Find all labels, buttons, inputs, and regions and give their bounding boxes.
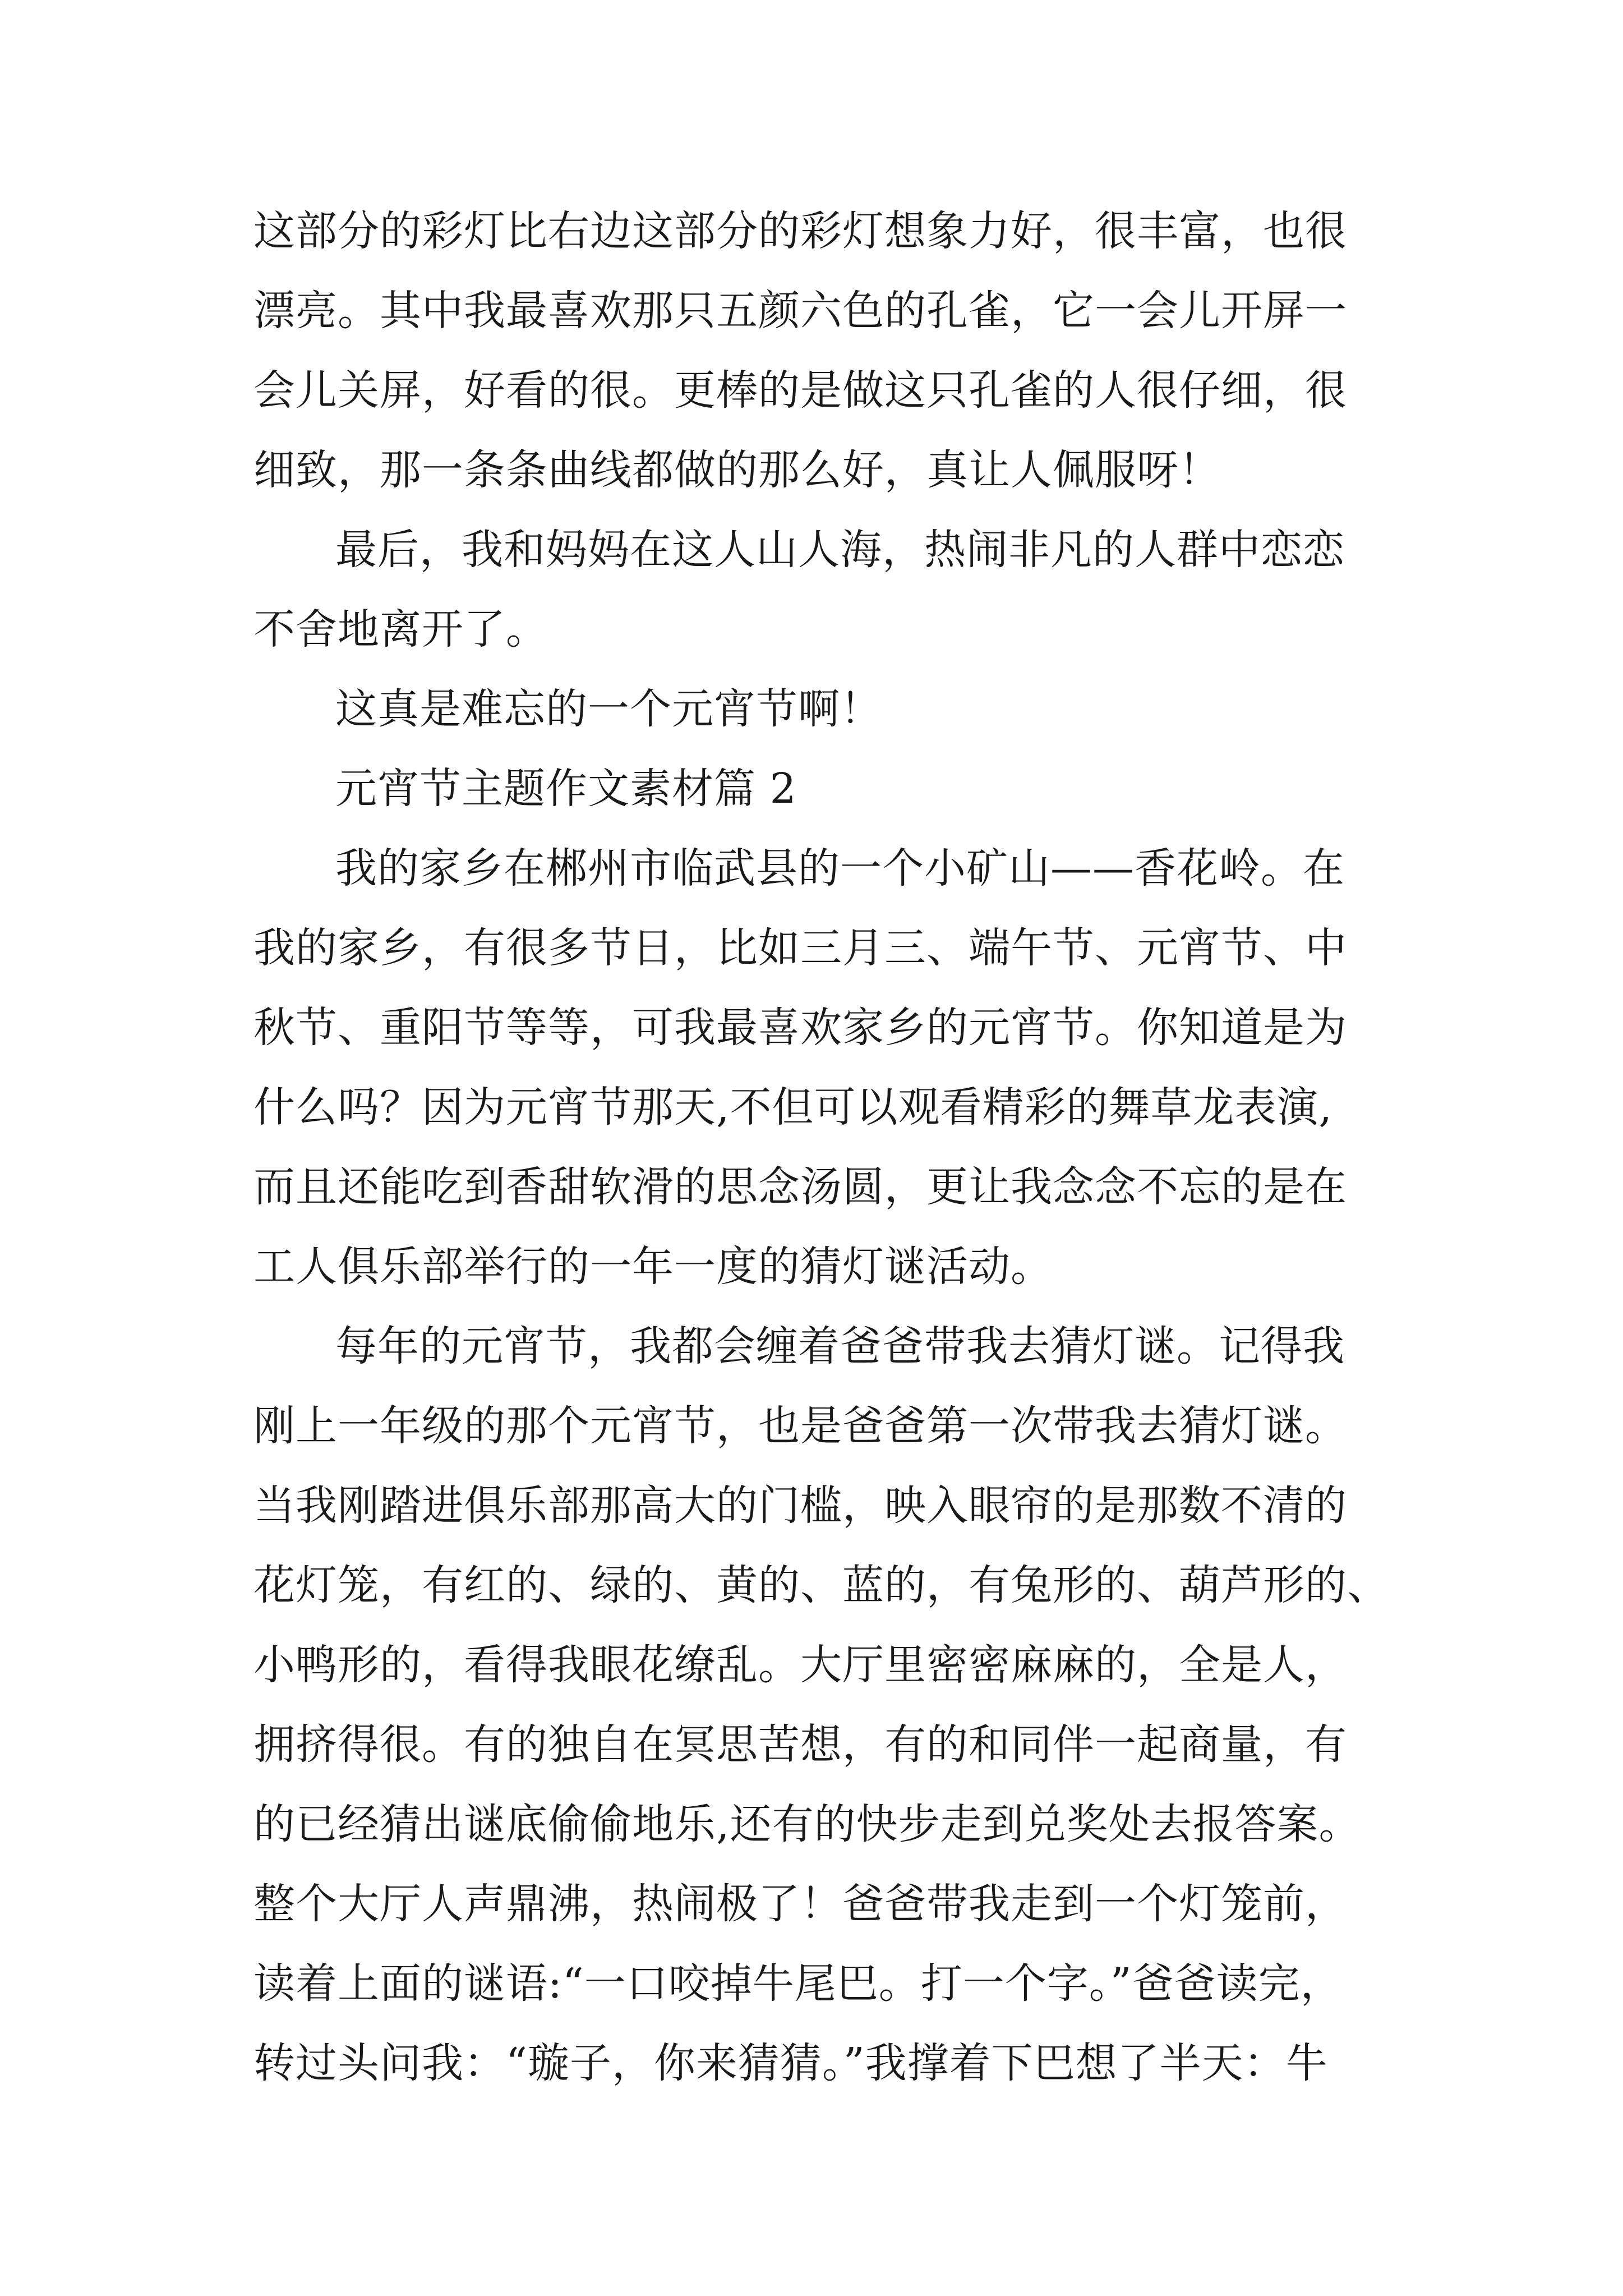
text-line: 工人俱乐部举行的一年一度的猜灯谜活动。 — [253, 1243, 1053, 1291]
paragraph-first-line: 每年的元宵节，我都会缠着爸爸带我去猜灯谜。记得我 — [335, 1322, 1345, 1370]
text-line: 刚上一年级的那个元宵节，也是爸爸第一次带我去猜灯谜。 — [253, 1402, 1347, 1450]
text-line: 漂亮。其中我最喜欢那只五颜六色的孔雀，它一会儿开屏一 — [253, 287, 1347, 335]
text-line: 细致，那一条条曲线都做的那么好，真让人佩服呀！ — [253, 446, 1221, 494]
text-line: 花灯笼，有红的、绿的、黄的、蓝的，有兔形的、葫芦形的、 — [253, 1561, 1389, 1609]
text-line: 当我刚踏进俱乐部那高大的门槛，映入眼帘的是那数不清的 — [253, 1481, 1347, 1530]
text-line: 的已经猜出谜底偷偷地乐,还有的快步走到兑奖处去报答案。 — [253, 1800, 1361, 1848]
text-line: 读着上面的谜语:“一口咬掉牛尾巴。打一个字。”爸爸读完， — [253, 1959, 1343, 2008]
paragraph-first-line: 我的家乡在郴州市临武县的一个小矿山——香花岭。在 — [335, 844, 1345, 892]
text-line: 拥挤得很。有的独自在冥思苦想，有的和同伴一起商量，有 — [253, 1720, 1347, 1769]
text-line: 会儿关屏，好看的很。更棒的是做这只孔雀的人很仔细，很 — [253, 366, 1347, 415]
paragraph-first-line: 最后，我和妈妈在这人山人海，热闹非凡的人群中恋恋 — [335, 526, 1345, 574]
section-heading: 元宵节主题作文素材篇 2 — [335, 765, 797, 813]
paragraph-first-line: 这真是难忘的一个元宵节啊！ — [335, 685, 882, 733]
text-line: 秋节、重阳节等等，可我最喜欢家乡的元宵节。你知道是为 — [253, 1004, 1347, 1052]
text-line: 我的家乡，有很多节日，比如三月三、端午节、元宵节、中 — [253, 924, 1347, 972]
text-line: 而且还能吃到香甜软滑的思念汤圆，更让我念念不忘的是在 — [253, 1163, 1347, 1211]
text-line: 不舍地离开了。 — [253, 605, 548, 654]
text-line: 转过头问我：“璇子，你来猜猜。”我撑着下巴想了半天：牛 — [253, 2039, 1328, 2087]
text-line: 这部分的彩灯比右边这部分的彩灯想象力好，很丰富，也很 — [253, 207, 1347, 255]
text-line: 小鸭形的，看得我眼花缭乱。大厅里密密麻麻的，全是人， — [253, 1641, 1347, 1689]
text-line: 什么吗？因为元宵节那天,不但可以观看精彩的舞草龙表演, — [253, 1083, 1333, 1131]
text-line: 整个大厅人声鼎沸，热闹极了！爸爸带我走到一个灯笼前， — [253, 1880, 1347, 1928]
